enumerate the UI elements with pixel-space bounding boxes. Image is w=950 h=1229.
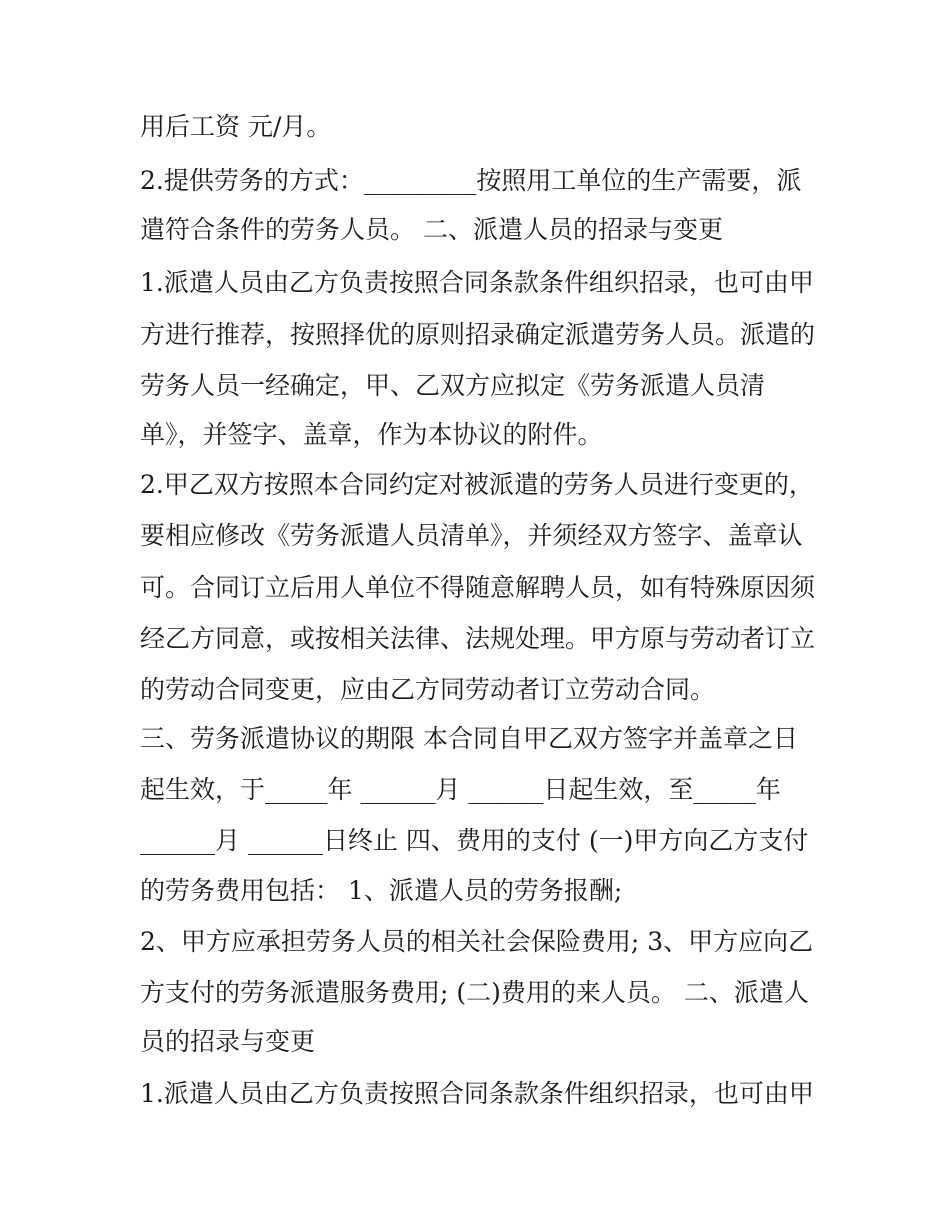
text-line: 的劳动合同变更，应由乙方同劳动者订立劳动合同。	[140, 675, 716, 704]
text-line: 方支付的劳务派遣服务费用; (二)费用的来人员。 二、派遣人	[140, 978, 809, 1007]
text-line: 三、劳务派遣协议的期限 本合同自甲乙双方签字并盖章之日	[140, 724, 798, 753]
text-line: 2.甲乙双方按照本合同约定对被派遣的劳务人员进行变更的，	[140, 470, 814, 499]
text-line: 劳务人员一经确定，甲、乙双方应拟定《劳务派遣人员清	[140, 371, 766, 400]
text-line: 起生效，于_____年 ______月 ______日起生效，至_____年	[140, 775, 781, 804]
text-line: 1.派遣人员由乙方负责按照合同条款条件组织招录，也可由甲	[140, 1079, 814, 1108]
text-line: 要相应修改《劳务派遣人员清单》，并须经双方签字、盖章认	[140, 521, 803, 550]
text-line: 2、甲方应承担劳务人员的相关社会保险费用; 3、甲方应向乙	[140, 927, 814, 956]
text-line: 可。合同订立后用人单位不得随意解聘人员，如有特殊原因须	[140, 573, 816, 602]
text-line: 员的招录与变更	[140, 1027, 316, 1056]
text-line: 经乙方同意，或按相关法律、法规处理。甲方原与劳动者订立	[140, 624, 816, 653]
text-line: 单》，并签字、盖章，作为本协议的附件。	[140, 420, 603, 449]
text-line: 的劳务费用包括： 1、派遣人员的劳务报酬;	[140, 876, 623, 905]
text-line: 遣符合条件的劳务人员。 二、派遣人员的招录与变更	[140, 215, 723, 244]
text-line: 2.提供劳务的方式：_________按照用工单位的生产需要，派	[140, 166, 802, 195]
text-line: 用后工资 元/月。	[140, 112, 332, 141]
text-line: 方进行推荐，按照择优的原则招录确定派遣劳务人员。派遣的	[140, 320, 816, 349]
text-line: 1.派遣人员由乙方负责按照合同条款条件组织招录，也可由甲	[140, 268, 814, 297]
text-line: ______月 ______日终止 四、费用的支付 (一)甲方向乙方支付	[140, 826, 809, 855]
